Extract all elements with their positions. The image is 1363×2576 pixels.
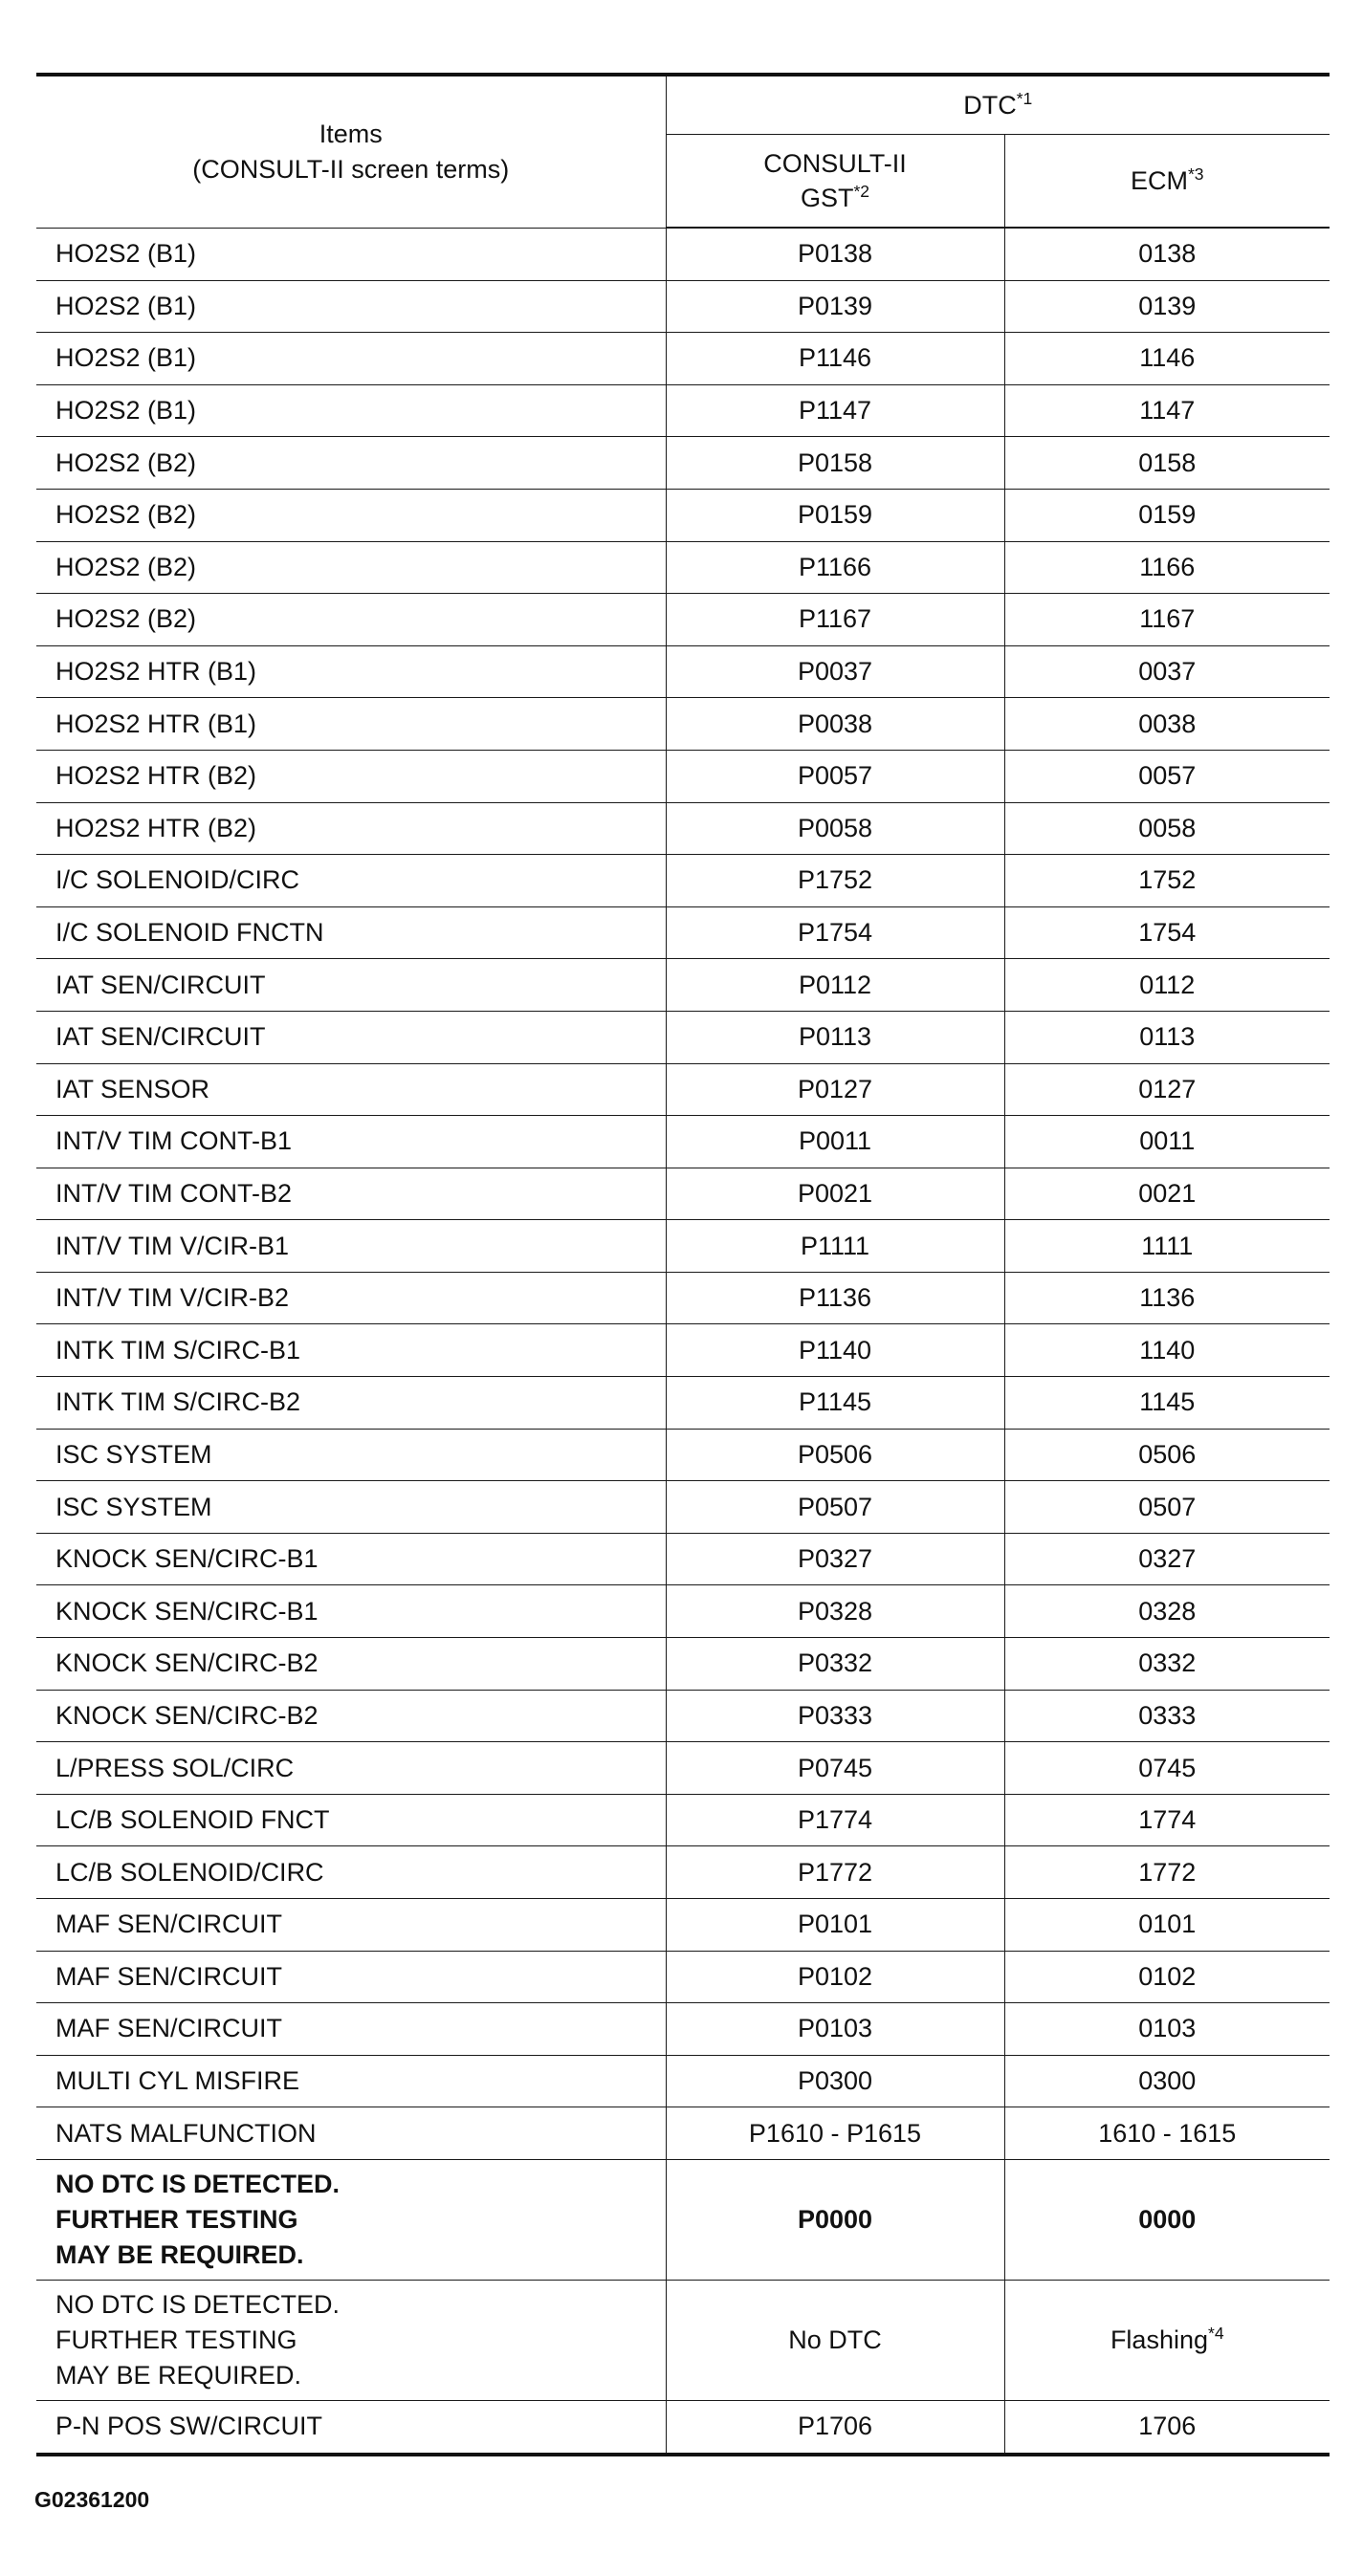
- consult-code-cell: [666, 2055, 1004, 2107]
- ecm-code-cell-text: 0332: [1138, 1648, 1197, 1678]
- table-row: [36, 802, 1330, 855]
- ecm-code-cell-text: 1167: [1139, 604, 1196, 634]
- consult-code-cell: [666, 750, 1004, 802]
- consult-code-cell-text: P0037: [797, 657, 873, 687]
- item-cell-text: INT/V TIM CONT-B2: [55, 1178, 293, 1208]
- consult-code-cell-text: P1772: [797, 1857, 873, 1887]
- item-cell-text: KNOCK SEN/CIRC-B2: [55, 1648, 319, 1678]
- item-cell: [36, 1690, 666, 1742]
- consult-code-cell: [666, 1533, 1004, 1585]
- table-row: [36, 1951, 1330, 2003]
- ecm-code-cell-text: 0021: [1138, 1178, 1197, 1208]
- item-cell-text: IAT SEN/CIRCUIT: [55, 970, 266, 999]
- consult-footnote-ref: *2: [853, 182, 870, 201]
- table-row: [36, 645, 1330, 698]
- item-cell: [36, 1168, 666, 1220]
- ecm-column-header: [1004, 135, 1330, 229]
- consult-code-cell: [666, 802, 1004, 855]
- ecm-code-cell-text: 1752: [1138, 865, 1197, 895]
- ecm-code-cell: [1004, 1220, 1330, 1273]
- item-cell-text: HO2S2 HTR (B2): [55, 813, 257, 842]
- item-cell-text: HO2S2 HTR (B2): [55, 761, 257, 791]
- item-cell-text: HO2S2 (B1): [55, 239, 197, 269]
- item-cell: [36, 1429, 666, 1481]
- consult-code-cell-text: P1145: [798, 1387, 872, 1417]
- consult-code-cell: [666, 645, 1004, 698]
- item-cell-text: INT/V TIM V/CIR-B2: [55, 1283, 290, 1313]
- ecm-code-cell: [1004, 437, 1330, 490]
- item-cell: [36, 1742, 666, 1795]
- consult-code-cell: [666, 1377, 1004, 1430]
- consult-code-cell: [666, 437, 1004, 490]
- ecm-code-cell-text: 0139: [1138, 291, 1197, 320]
- item-cell: [36, 1481, 666, 1534]
- ecm-code-cell: [1004, 489, 1330, 541]
- item-cell: [36, 2159, 666, 2280]
- ecm-code-cell: [1004, 1638, 1330, 1691]
- consult-code-cell-text: P1111: [800, 1231, 870, 1260]
- item-cell-text: LC/B SOLENOID/CIRC: [55, 1857, 324, 1887]
- consult-header-line1: CONSULT-II: [763, 148, 907, 178]
- ecm-code-cell-text: 0328: [1138, 1596, 1197, 1626]
- item-cell: [36, 228, 666, 280]
- consult-code-cell-text: P0159: [797, 500, 873, 530]
- item-cell: [36, 1638, 666, 1691]
- table-row: [36, 541, 1330, 594]
- consult-code-cell: [666, 2159, 1004, 2280]
- table-row: [36, 2159, 1330, 2280]
- item-cell: [36, 959, 666, 1012]
- consult-code-cell: [666, 1116, 1004, 1168]
- ecm-code-cell: [1004, 750, 1330, 802]
- table-row: [36, 750, 1330, 802]
- item-cell: [36, 2107, 666, 2160]
- consult-code-cell: [666, 1481, 1004, 1534]
- ecm-code-cell-text: 0159: [1138, 500, 1197, 530]
- table-row: [36, 437, 1330, 490]
- item-cell-text: IAT SENSOR: [55, 1074, 210, 1103]
- item-cell: [36, 594, 666, 646]
- consult-code-cell: [666, 1429, 1004, 1481]
- consult-code-cell-text: P0011: [798, 1126, 872, 1156]
- ecm-code-cell: [1004, 280, 1330, 333]
- table-row: [36, 698, 1330, 751]
- consult-code-cell-text: P0113: [798, 1022, 872, 1052]
- ecm-code-cell-text: 0057: [1138, 761, 1197, 791]
- ecm-code-cell-text: 0506: [1138, 1439, 1197, 1469]
- consult-code-cell-text: No DTC: [788, 2325, 882, 2354]
- consult-code-cell: [666, 2400, 1004, 2454]
- table-row: [36, 384, 1330, 437]
- ecm-code-cell: [1004, 1585, 1330, 1638]
- consult-code-cell-text: P0000: [797, 2204, 873, 2234]
- ecm-code-cell: [1004, 1116, 1330, 1168]
- item-cell-text: NO DTC IS DETECTED. FURTHER TESTING MAY BE REQUIRED.: [55, 2170, 341, 2269]
- consult-code-cell: [666, 489, 1004, 541]
- item-cell: [36, 698, 666, 751]
- table-row: [36, 2055, 1330, 2107]
- ecm-footnote-ref: *4: [1208, 2323, 1224, 2343]
- item-cell: [36, 541, 666, 594]
- table-row: [36, 1533, 1330, 1585]
- ecm-code-cell-text: 0101: [1138, 1910, 1197, 1939]
- ecm-code-cell-text: 1610 - 1615: [1098, 2118, 1237, 2148]
- items-header-line2: (CONSULT-II screen terms): [192, 154, 510, 184]
- item-cell-text: I/C SOLENOID FNCTN: [55, 918, 324, 948]
- item-cell-text: I/C SOLENOID/CIRC: [55, 865, 300, 895]
- ecm-code-cell-text: 0058: [1138, 813, 1197, 842]
- item-cell-text: HO2S2 HTR (B1): [55, 657, 257, 687]
- item-cell-text: KNOCK SEN/CIRC-B2: [55, 1700, 319, 1730]
- ecm-code-cell-text: 0102: [1138, 1961, 1197, 1991]
- table-row: [36, 594, 1330, 646]
- consult-code-cell: [666, 1638, 1004, 1691]
- item-cell-text: INT/V TIM CONT-B1: [55, 1126, 293, 1156]
- item-cell: [36, 1585, 666, 1638]
- consult-code-cell-text: P1610 - P1615: [748, 2118, 922, 2148]
- consult-code-cell: [666, 1899, 1004, 1952]
- ecm-code-cell-text: 1136: [1139, 1283, 1196, 1313]
- dtc-table-body: [36, 228, 1330, 2455]
- ecm-code-cell-text: 1146: [1139, 343, 1196, 373]
- consult-code-cell: [666, 541, 1004, 594]
- ecm-code-cell-text: 0158: [1138, 448, 1197, 477]
- consult-code-cell-text: P1136: [798, 1283, 872, 1313]
- consult-code-cell-text: P1706: [797, 2412, 873, 2441]
- ecm-code-cell: [1004, 2107, 1330, 2160]
- item-cell-text: NO DTC IS DETECTED. FURTHER TESTING MAY BE REQUIRED.: [55, 2290, 341, 2390]
- ecm-code-cell-text: 0113: [1139, 1022, 1196, 1052]
- ecm-code-cell-text: 0037: [1138, 657, 1197, 687]
- table-row: [36, 489, 1330, 541]
- table-row: [36, 333, 1330, 385]
- item-cell: [36, 2400, 666, 2454]
- header-row-top: [36, 75, 1330, 135]
- consult-code-cell-text: P0057: [797, 761, 873, 791]
- item-cell-text: NATS MALFUNCTION: [55, 2118, 317, 2148]
- ecm-code-cell-text: 1111: [1141, 1231, 1194, 1260]
- item-cell: [36, 280, 666, 333]
- consult-code-cell-text: P0139: [797, 291, 873, 320]
- consult-code-cell: [666, 1690, 1004, 1742]
- ecm-code-cell: [1004, 1324, 1330, 1377]
- item-cell: [36, 1011, 666, 1063]
- item-cell: [36, 750, 666, 802]
- ecm-code-cell: [1004, 2003, 1330, 2056]
- item-cell: [36, 1899, 666, 1952]
- consult-code-cell: [666, 2280, 1004, 2400]
- consult-code-cell-text: P0332: [797, 1648, 873, 1678]
- item-cell: [36, 1063, 666, 1116]
- ecm-code-cell: [1004, 1742, 1330, 1795]
- consult-code-cell: [666, 855, 1004, 907]
- ecm-code-cell-text: 0011: [1139, 1126, 1196, 1156]
- consult-code-cell-text: P0745: [797, 1753, 873, 1782]
- ecm-code-cell: [1004, 228, 1330, 280]
- item-cell: [36, 2003, 666, 2056]
- table-row: [36, 1272, 1330, 1324]
- ecm-code-cell-text: 0745: [1138, 1753, 1197, 1782]
- consult-code-cell-text: P0103: [797, 2014, 873, 2043]
- item-cell-text: HO2S2 (B2): [55, 448, 197, 477]
- consult-code-cell-text: P0300: [797, 2066, 873, 2096]
- consult-code-cell: [666, 333, 1004, 385]
- ecm-code-cell: [1004, 1846, 1330, 1899]
- ecm-code-cell: [1004, 2400, 1330, 2454]
- item-cell: [36, 489, 666, 541]
- ecm-code-cell: [1004, 1481, 1330, 1534]
- ecm-code-cell: [1004, 855, 1330, 907]
- consult-code-cell-text: P0058: [797, 813, 873, 842]
- table-row: [36, 1794, 1330, 1846]
- table-row: [36, 1063, 1330, 1116]
- item-cell-text: KNOCK SEN/CIRC-B1: [55, 1544, 319, 1574]
- table-row: [36, 1481, 1330, 1534]
- item-cell: [36, 2280, 666, 2400]
- ecm-code-cell-text: 0038: [1138, 709, 1197, 738]
- ecm-code-cell-text: 1774: [1138, 1805, 1197, 1835]
- item-cell: [36, 1324, 666, 1377]
- ecm-code-cell-text: Flashing: [1110, 2325, 1208, 2354]
- consult-code-cell: [666, 2107, 1004, 2160]
- items-column-header: [36, 75, 666, 228]
- ecm-code-cell: [1004, 1063, 1330, 1116]
- consult-code-cell-text: P0328: [797, 1596, 873, 1626]
- item-cell: [36, 645, 666, 698]
- ecm-code-cell: [1004, 384, 1330, 437]
- dtc-table: [36, 73, 1330, 2456]
- consult-code-cell-text: P0506: [797, 1439, 873, 1469]
- consult-code-cell-text: P0333: [797, 1700, 873, 1730]
- item-cell-text: HO2S2 (B2): [55, 500, 197, 530]
- ecm-code-cell: [1004, 2055, 1330, 2107]
- table-row: [36, 2280, 1330, 2400]
- item-cell-text: IAT SEN/CIRCUIT: [55, 1022, 266, 1052]
- item-cell-text: INTK TIM S/CIRC-B2: [55, 1387, 301, 1417]
- consult-code-cell-text: P1140: [798, 1335, 872, 1364]
- item-cell: [36, 1794, 666, 1846]
- ecm-code-cell: [1004, 333, 1330, 385]
- consult-code-cell-text: P1166: [798, 552, 872, 581]
- ecm-code-cell: [1004, 1690, 1330, 1742]
- table-row: [36, 1742, 1330, 1795]
- consult-code-cell: [666, 959, 1004, 1012]
- consult-code-cell: [666, 1011, 1004, 1063]
- ecm-code-cell-text: 0127: [1138, 1074, 1197, 1103]
- ecm-code-cell: [1004, 1011, 1330, 1063]
- figure-code: G02361200: [34, 2487, 150, 2512]
- ecm-code-cell-text: 0138: [1138, 239, 1197, 269]
- consult-code-cell: [666, 2003, 1004, 2056]
- item-cell-text: ISC SYSTEM: [55, 1492, 212, 1521]
- table-row: [36, 1220, 1330, 1273]
- consult-code-cell: [666, 594, 1004, 646]
- table-row: [36, 2400, 1330, 2454]
- item-cell: [36, 2055, 666, 2107]
- ecm-footnote-ref: *3: [1187, 164, 1204, 184]
- ecm-code-cell-text: 1140: [1139, 1335, 1196, 1364]
- item-cell: [36, 802, 666, 855]
- item-cell: [36, 1116, 666, 1168]
- consult-code-cell-text: P0138: [797, 239, 873, 269]
- item-cell-text: HO2S2 (B2): [55, 552, 197, 581]
- consult-code-cell: [666, 228, 1004, 280]
- item-cell-text: HO2S2 (B1): [55, 343, 197, 373]
- item-cell: [36, 906, 666, 959]
- item-cell-text: LC/B SOLENOID FNCT: [55, 1805, 330, 1835]
- item-cell-text: INT/V TIM V/CIR-B1: [55, 1231, 290, 1260]
- consult-code-cell-text: P0021: [797, 1178, 873, 1208]
- item-cell: [36, 1846, 666, 1899]
- ecm-code-cell-text: 0327: [1138, 1544, 1197, 1574]
- consult-code-cell-text: P1754: [797, 918, 873, 948]
- ecm-code-cell: [1004, 906, 1330, 959]
- consult-code-cell-text: P0112: [798, 970, 872, 999]
- consult-code-cell: [666, 1846, 1004, 1899]
- item-cell: [36, 1951, 666, 2003]
- ecm-code-cell-text: 1754: [1138, 918, 1197, 948]
- ecm-code-cell: [1004, 698, 1330, 751]
- table-row: [36, 1377, 1330, 1430]
- ecm-code-cell: [1004, 1533, 1330, 1585]
- item-cell-text: MAF SEN/CIRCUIT: [55, 1910, 283, 1939]
- item-cell-text: INTK TIM S/CIRC-B1: [55, 1335, 301, 1364]
- item-cell-text: MAF SEN/CIRCUIT: [55, 2014, 283, 2043]
- table-row: [36, 1324, 1330, 1377]
- item-cell-text: P-N POS SW/CIRCUIT: [55, 2412, 323, 2441]
- ecm-code-cell: [1004, 1951, 1330, 2003]
- ecm-code-cell: [1004, 959, 1330, 1012]
- consult-code-cell: [666, 1168, 1004, 1220]
- item-cell-text: ISC SYSTEM: [55, 1439, 212, 1469]
- table-row: [36, 228, 1330, 280]
- ecm-code-cell: [1004, 594, 1330, 646]
- ecm-code-cell: [1004, 1272, 1330, 1324]
- item-cell-text: HO2S2 HTR (B1): [55, 709, 257, 738]
- item-cell: [36, 1533, 666, 1585]
- items-header-line1: Items: [319, 120, 383, 149]
- ecm-code-cell-text: 1147: [1139, 396, 1196, 426]
- ecm-code-cell: [1004, 802, 1330, 855]
- table-row: [36, 2003, 1330, 2056]
- table-row: [36, 2107, 1330, 2160]
- consult-code-cell: [666, 384, 1004, 437]
- ecm-code-cell: [1004, 2280, 1330, 2400]
- table-row: [36, 1846, 1330, 1899]
- consult-code-cell-text: P1752: [797, 865, 873, 895]
- ecm-code-cell-text: 1706: [1138, 2412, 1197, 2441]
- consult-column-header: [666, 135, 1004, 229]
- item-cell-text: KNOCK SEN/CIRC-B1: [55, 1596, 319, 1626]
- item-cell: [36, 437, 666, 490]
- table-row: [36, 1638, 1330, 1691]
- item-cell: [36, 855, 666, 907]
- table-row: [36, 1429, 1330, 1481]
- item-cell-text: L/PRESS SOL/CIRC: [55, 1753, 295, 1782]
- ecm-code-cell-text: 1166: [1139, 552, 1196, 581]
- ecm-code-cell-text: 0000: [1138, 2204, 1197, 2234]
- table-row: [36, 280, 1330, 333]
- table-row: [36, 1116, 1330, 1168]
- ecm-code-cell: [1004, 1168, 1330, 1220]
- consult-code-cell: [666, 1324, 1004, 1377]
- table-row: [36, 1690, 1330, 1742]
- consult-code-cell: [666, 1063, 1004, 1116]
- table-row: [36, 1011, 1330, 1063]
- item-cell: [36, 384, 666, 437]
- item-cell-text: HO2S2 (B2): [55, 604, 197, 634]
- ecm-code-cell: [1004, 645, 1330, 698]
- consult-code-cell: [666, 698, 1004, 751]
- table-row: [36, 959, 1330, 1012]
- ecm-code-cell: [1004, 1429, 1330, 1481]
- consult-code-cell: [666, 280, 1004, 333]
- ecm-code-cell-text: 1772: [1138, 1857, 1197, 1887]
- item-cell: [36, 1220, 666, 1273]
- consult-code-cell-text: P1774: [797, 1805, 873, 1835]
- item-cell-text: HO2S2 (B1): [55, 396, 197, 426]
- item-cell: [36, 1377, 666, 1430]
- ecm-code-cell: [1004, 541, 1330, 594]
- table-row: [36, 855, 1330, 907]
- consult-code-cell-text: P0127: [797, 1074, 873, 1103]
- consult-code-cell-text: P0507: [797, 1492, 873, 1521]
- dtc-footnote-ref: *1: [1016, 88, 1033, 108]
- consult-code-cell: [666, 906, 1004, 959]
- ecm-code-cell-text: 0507: [1138, 1492, 1197, 1521]
- consult-code-cell: [666, 1272, 1004, 1324]
- item-cell: [36, 1272, 666, 1324]
- consult-code-cell-text: P0102: [797, 1961, 873, 1991]
- table-row: [36, 1168, 1330, 1220]
- consult-code-cell-text: P0158: [797, 448, 873, 477]
- consult-code-cell-text: P0101: [797, 1910, 873, 1939]
- table-row: [36, 1585, 1330, 1638]
- consult-code-cell: [666, 1951, 1004, 2003]
- ecm-code-cell: [1004, 1794, 1330, 1846]
- item-cell-text: MAF SEN/CIRCUIT: [55, 1961, 283, 1991]
- consult-code-cell-text: P1147: [798, 396, 872, 426]
- item-cell-text: HO2S2 (B1): [55, 291, 197, 320]
- ecm-code-cell: [1004, 2159, 1330, 2280]
- item-cell-text: MULTI CYL MISFIRE: [55, 2066, 300, 2096]
- consult-code-cell: [666, 1742, 1004, 1795]
- consult-code-cell-text: P0038: [797, 709, 873, 738]
- dtc-column-header: [666, 75, 1330, 135]
- item-cell: [36, 333, 666, 385]
- ecm-code-cell: [1004, 1899, 1330, 1952]
- consult-code-cell-text: P1146: [798, 343, 872, 373]
- ecm-code-cell-text: 0300: [1138, 2066, 1197, 2096]
- ecm-header-label: ECM: [1130, 165, 1188, 195]
- ecm-code-cell: [1004, 1377, 1330, 1430]
- table-row: [36, 906, 1330, 959]
- ecm-code-cell-text: 0112: [1139, 970, 1196, 999]
- table-row: [36, 1899, 1330, 1952]
- consult-code-cell-text: P0327: [797, 1544, 873, 1574]
- consult-code-cell-text: P1167: [798, 604, 872, 634]
- ecm-code-cell-text: 0333: [1138, 1700, 1197, 1730]
- ecm-code-cell-text: 1145: [1139, 1387, 1196, 1417]
- consult-code-cell: [666, 1220, 1004, 1273]
- consult-code-cell: [666, 1585, 1004, 1638]
- consult-header-line2: GST: [800, 184, 854, 212]
- ecm-code-cell-text: 0103: [1138, 2014, 1197, 2043]
- consult-code-cell: [666, 1794, 1004, 1846]
- dtc-header-label: DTC: [963, 90, 1017, 120]
